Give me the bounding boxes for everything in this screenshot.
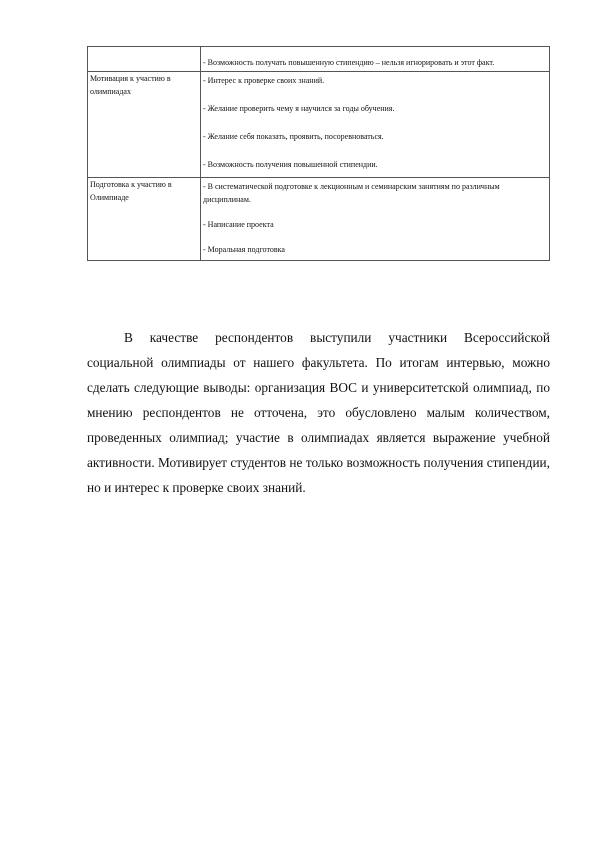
- table-cell-content: [201, 72, 550, 178]
- list-item: - Интерес к проверке своих знаний.: [203, 76, 325, 85]
- table-cell-content: [201, 178, 550, 261]
- table-row: [88, 47, 550, 72]
- list-item: - Моральная подготовка: [203, 245, 285, 254]
- table-cell-label: [88, 178, 201, 261]
- table-cell-content: [201, 47, 550, 72]
- list-item: - Написание проекта: [203, 220, 274, 229]
- list-item: - Возможность получения повышенной стипендии.: [203, 160, 378, 169]
- row-label: Подготовка к участию в Олимпиаде: [90, 180, 172, 202]
- row-label: Мотивация к участию в олимпиадах: [90, 74, 171, 96]
- table-cell-label: [88, 72, 201, 178]
- list-item: - Возможность получать повышенную стипендию – нельзя игнорировать и этот факт.: [203, 58, 495, 67]
- table-cell-label: [88, 47, 201, 72]
- list-item: - Желание себя показать, проявить, посоревноваться.: [203, 132, 384, 141]
- body-paragraph: В качестве респондентов выступили участники Всероссийской социальной олимпиады от нашего факультета. По итогам интервью, можно сделать следующие выводы: организация ВОС и университетской олимпиад, по мнению респондентов не отточена, это обусловлено малым количеством, проведенных олимпиад; участие в олимпиадах является выражение учебной активности. Мотивирует студентов не только возможность получения стипендии, но и интерес к проверке своих знаний.: [87, 330, 550, 495]
- table-row: [88, 178, 550, 261]
- list-item: - Желание проверить чему я научился за годы обучения.: [203, 104, 395, 113]
- list-item: - В систематической подготовке к лекционным и семинарским занятиям по различным дисциплинам.: [203, 182, 500, 204]
- table-row: [88, 72, 550, 178]
- survey-table: [87, 46, 550, 261]
